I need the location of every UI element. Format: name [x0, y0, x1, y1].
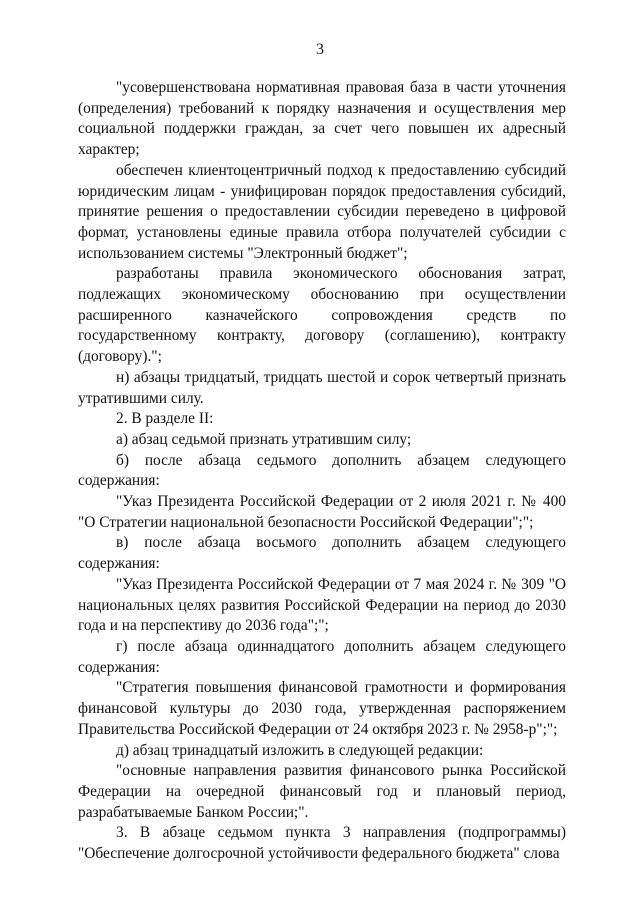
paragraph: содержания:	[78, 555, 160, 573]
page-number: 3	[316, 41, 324, 58]
paragraph: 3. В абзаце седьмом пункта 3 направления (подпрограммы) "Обеспечение долгосрочной устойчивости федерального бюджета" слова	[78, 824, 566, 863]
paragraph: н) абзацы тридцатый, тридцать шестой и сорок четвертый признать утратившими силу.	[78, 368, 566, 407]
paragraph: д) абзац тринадцатый изложить в следующей редакции:	[116, 741, 484, 759]
document-body	[78, 78, 566, 865]
paragraph: 2. В разделе II:	[116, 410, 214, 428]
paragraph: "Стратегия повышения финансовой грамотности и формирования финансовой культуры до 2030 года, утвержденная распоряжением Правительства Российской Федерации от 24 октября 2023 г. № 2958-р";";	[78, 679, 566, 738]
paragraph: обеспечен клиентоцентричный подход к предоставлению субсидий юридическим лицам - унифицирован порядок предоставления субсидий, принятие решения о предоставлении субсидии переведено в цифровой формат, установлены единые правила отбора получателей субсидии с использованием системы "Электронный бюджет";	[78, 161, 566, 262]
paragraph: г) после абзаца одиннадцатого дополнить абзацем следующего содержания:	[78, 637, 566, 676]
paragraph: "Указ Президента Российской Федерации от 7 мая 2024 г. № 309 "О национальных целях развития Российской Федерации на период до 2030 года и на перспективу до 2036 года";";	[78, 575, 566, 635]
paragraph: "усовершенствована нормативная правовая база в части уточнения (определения) требований к порядку назначения и осуществления мер социальной поддержки граждан, за счет чего повышен их адресный характер;	[78, 79, 566, 159]
paragraph: содержания:	[78, 472, 160, 490]
paragraph: "основные направления развития финансового рынка Российской Федерации на очередной финансовый год и плановый период, разрабатываемые Банком России;".	[78, 762, 566, 821]
paragraph: разработаны правила экономического обоснования затрат, подлежащих экономическому обоснованию при осуществлении расширенного казначейского сопровождения средств по государственному контракту, договору (соглашению), контракту (договору).";	[78, 265, 566, 366]
paragraph: б) после абзаца седьмого дополнить абзацем следующего	[116, 451, 566, 469]
paragraph: в) после абзаца восьмого дополнить абзацем следующего	[116, 534, 566, 552]
paragraph: "Указ Президента Российской Федерации от 2 июля 2021 г. № 400 "О Стратегии национальной безопасности Российской Федерации";";	[78, 493, 566, 531]
paragraph: а) абзац седьмой признать утратившим силу;	[116, 430, 412, 448]
